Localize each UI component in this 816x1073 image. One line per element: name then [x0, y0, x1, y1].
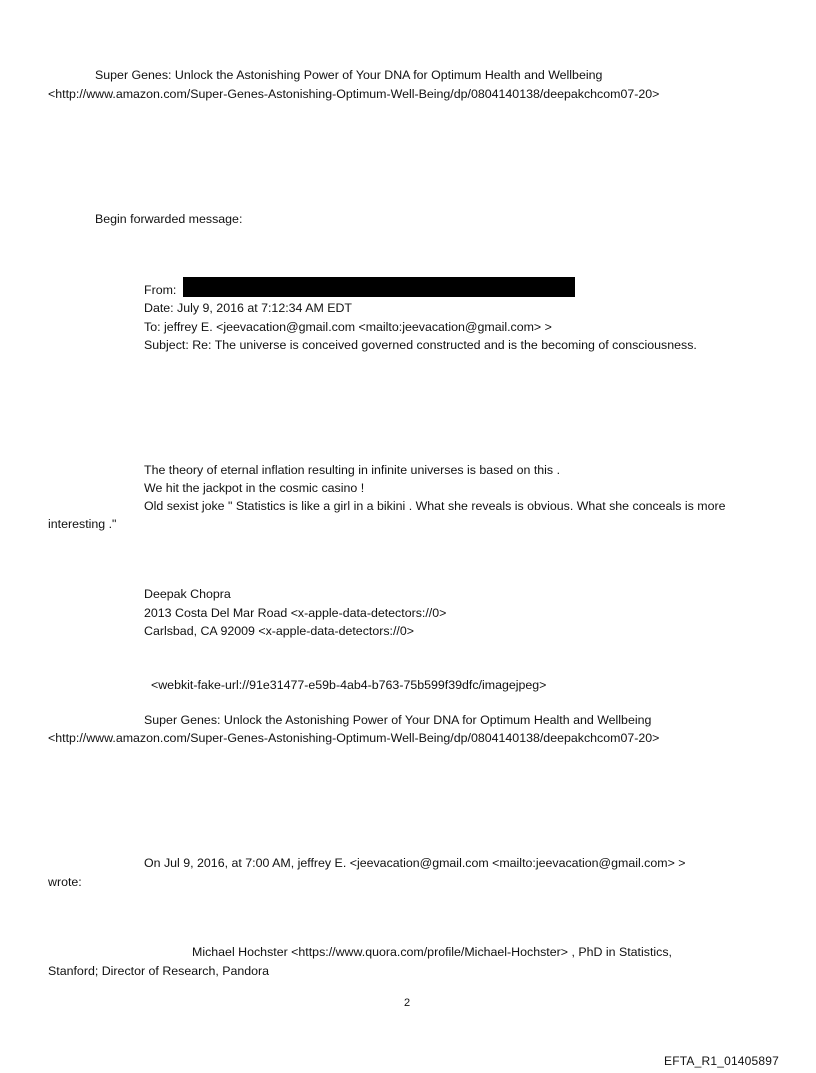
book-url-top[interactable]: <http://www.amazon.com/Super-Genes-Astonishing-Optimum-Well-Being/dp/0804140138/deepakchcom07-20>	[48, 87, 660, 101]
book-title-bottom: Super Genes: Unlock the Astonishing Power of Your DNA for Optimum Health and Wellbeing	[144, 713, 652, 727]
body-line-3: Old sexist joke " Statistics is like a girl in a bikini . What she reveals is obvious. What she conceals is more	[144, 499, 726, 513]
from-label: From:	[144, 283, 177, 297]
book-title-top: Super Genes: Unlock the Astonishing Power of Your DNA for Optimum Health and Wellbeing	[95, 68, 603, 82]
signature-address-1: 2013 Costa Del Mar Road <x-apple-data-detectors://0>	[144, 606, 447, 620]
page-number: 2	[404, 997, 411, 1009]
date-line: Date: July 9, 2016 at 7:12:34 AM EDT	[144, 301, 353, 315]
document-id: EFTA_R1_01405897	[664, 1054, 780, 1068]
body-line-1: The theory of eternal inflation resulting in infinite universes is based on this .	[144, 463, 561, 477]
signature-name: Deepak Chopra	[144, 587, 231, 601]
signature-address-2: Carlsbad, CA 92009 <x-apple-data-detectors://0>	[144, 624, 415, 638]
citation-line-2: Stanford; Director of Research, Pandora	[48, 964, 270, 978]
forward-intro: Begin forwarded message:	[95, 212, 243, 226]
quote-header-wrap: wrote:	[48, 875, 82, 889]
subject-line: Subject: Re: The universe is conceived governed constructed and is the becoming of consciousness.	[144, 338, 697, 352]
citation-line-1: Michael Hochster <https://www.quora.com/profile/Michael-Hochster> , PhD in Statistics,	[192, 945, 672, 959]
webkit-fake-url: <webkit-fake-url://91e31477-e59b-4ab4-b763-75b599f39dfc/imagejpeg>	[151, 678, 547, 692]
quote-header: On Jul 9, 2016, at 7:00 AM, jeffrey E. <jeevacation@gmail.com <mailto:jeevacation@gmail.com> >	[144, 856, 686, 870]
to-line: To: jeffrey E. <jeevacation@gmail.com <mailto:jeevacation@gmail.com> >	[144, 320, 552, 334]
book-url-bottom[interactable]: <http://www.amazon.com/Super-Genes-Astonishing-Optimum-Well-Being/dp/0804140138/deepakchcom07-20>	[48, 731, 660, 745]
redaction-bar	[183, 277, 575, 297]
body-line-2: We hit the jackpot in the cosmic casino !	[144, 481, 365, 495]
body-line-3-wrap: interesting ."	[48, 517, 117, 531]
